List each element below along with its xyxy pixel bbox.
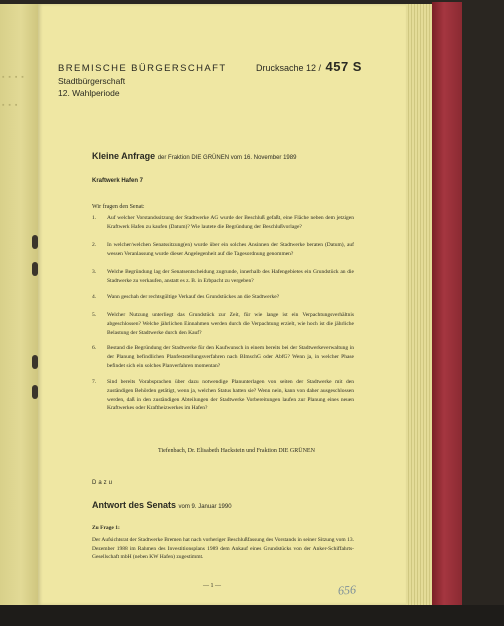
drucksache-label: Drucksache 12 / <box>256 63 322 73</box>
question-number: 5. <box>92 312 97 318</box>
question-item <box>92 268 354 286</box>
binder-ring-hole <box>32 355 38 369</box>
organization-title: BREMISCHE BÜRGERSCHAFT <box>58 63 227 74</box>
answer-date: vom 9. Januar 1990 <box>178 504 232 510</box>
answer-question-ref: Zu Frage 1: <box>92 525 120 531</box>
question-text: Sind bereits Vorabsprachen über dazu notwendige Planunterlagen von seiten der Stadtwerke mit den zuständigen Behörden getätigt, wenn ja, welchen Status hatten sie? Wenn nein, kann von daher ausgeschlossen werden, daß in den zuständigen Abteilungen der Stadtwerke Vorbereitungen laufen zur Planung eines neuen Kraftwerkes oder Kraftheizwerkes im Hafen? <box>107 379 354 412</box>
inquiry-title: Kleine Anfrage <box>92 151 156 161</box>
question-text: In welcher/welchen Senatssitzung(en) wurde über ein solches Ansinnen der Stadtwerke beraten (Datum), auf wessen Veranlassung wurde dieser Angelegenheit auf die Tagesordnung genommen? <box>107 242 354 257</box>
question-text: Welcher Nutzung unterliegt das Grundstück zur Zeit, für wie lange ist ein Verpachtungsverhältnis abgeschlossen? Welche jährlichen Einnahmen werden durch die Verpachtung erzielt, wie hoch ist die jährliche Belastung der Stadtwerke durch den Kauf? <box>107 312 354 336</box>
answer-heading <box>92 500 232 510</box>
question-number: 3. <box>92 269 97 275</box>
inquiry-signature: Tiefenbach, Dr. Elisabeth Hackstein und Fraktion DIE GRÜNEN <box>158 448 315 454</box>
question-item <box>92 344 354 370</box>
inquiry-author: der Fraktion DIE GRÜNEN vom 16. November 1989 <box>157 155 297 161</box>
question-text: Bestand die Begründung der Stadtwerke für den Kaufwunsch in einem bereits bei der Stadtwerkeverwaltung in der Planung befindlichen Planfeststellungsverfahren nach BImschG oder AbfG? Wenn ja, in welcher Phase befindet sich ein solches Planverfahren momentan? <box>107 345 354 369</box>
question-number: 2. <box>92 242 97 248</box>
show-through-text: ▪ ▪ ▪ ▪ <box>2 74 25 81</box>
inquiry-intro: Wir fragen den Senat: <box>92 204 145 210</box>
previous-page-edge <box>0 4 38 605</box>
answer-text: Der Aufsichtsrat der Stadtwerke Bremen hat nach vorheriger Beschlußfassung des Vorstands in seiner Sitzung vom 13. Dezember 1988 im Rahmen des Investitionsplans 1989 dem Ankauf eines Grundstücks von der Anker-Schiffahrts-Gesellschaft mbH (neben KW Hafen) zugestimmt. <box>92 537 354 561</box>
legislative-period: 12. Wahlperiode <box>58 88 120 98</box>
binder-ring-hole <box>32 385 38 399</box>
organization-subtitle: Stadtbürgerschaft <box>58 76 126 86</box>
question-item <box>92 378 354 413</box>
question-text: Auf welcher Vorstandssitzung der Stadtwerke AG wurde der Beschluß gefaßt, eine Fläche neben dem jetzigen Kraftwerk Hafen zu kaufen (Datum)? Wie lautete die Begründung der Beschlußvorlage? <box>107 215 354 230</box>
handwritten-note: 656 <box>337 582 357 598</box>
question-item <box>92 293 354 302</box>
question-text: Wann geschah der rechtsgültige Verkauf des Grundstückes an die Stadtwerke? <box>107 294 280 300</box>
question-number: 1. <box>92 215 97 221</box>
binder-cover <box>432 2 462 606</box>
inquiry-topic: Kraftwerk Hafen 7 <box>92 178 144 184</box>
binder-ring-hole <box>32 235 38 249</box>
question-number: 4. <box>92 294 97 300</box>
page-number: — 1 — <box>203 583 221 589</box>
show-through-text: ▪ ▪ ▪ <box>2 102 19 109</box>
dazu-label: Dazu <box>92 480 115 486</box>
question-number: 6. <box>92 345 97 351</box>
answer-title: Antwort des Senats <box>92 500 177 510</box>
question-item <box>92 241 354 259</box>
question-text: Welche Begründung lag der Senatsentscheidung zugrunde, innerhalb des Hafengebietes ein Grundstück an die Stadtwerke zu verkaufen, anstatt es z. B. in Erbpacht zu vergeben? <box>107 269 354 284</box>
inquiry-heading <box>92 151 296 161</box>
document-number <box>256 58 362 76</box>
question-item <box>92 311 354 337</box>
question-item <box>92 214 354 232</box>
bottom-shadow <box>0 605 504 626</box>
page-stack-edges <box>406 4 432 605</box>
drucksache-number: 457 S <box>325 59 362 74</box>
question-number: 7. <box>92 379 97 385</box>
binder-ring-hole <box>32 262 38 276</box>
